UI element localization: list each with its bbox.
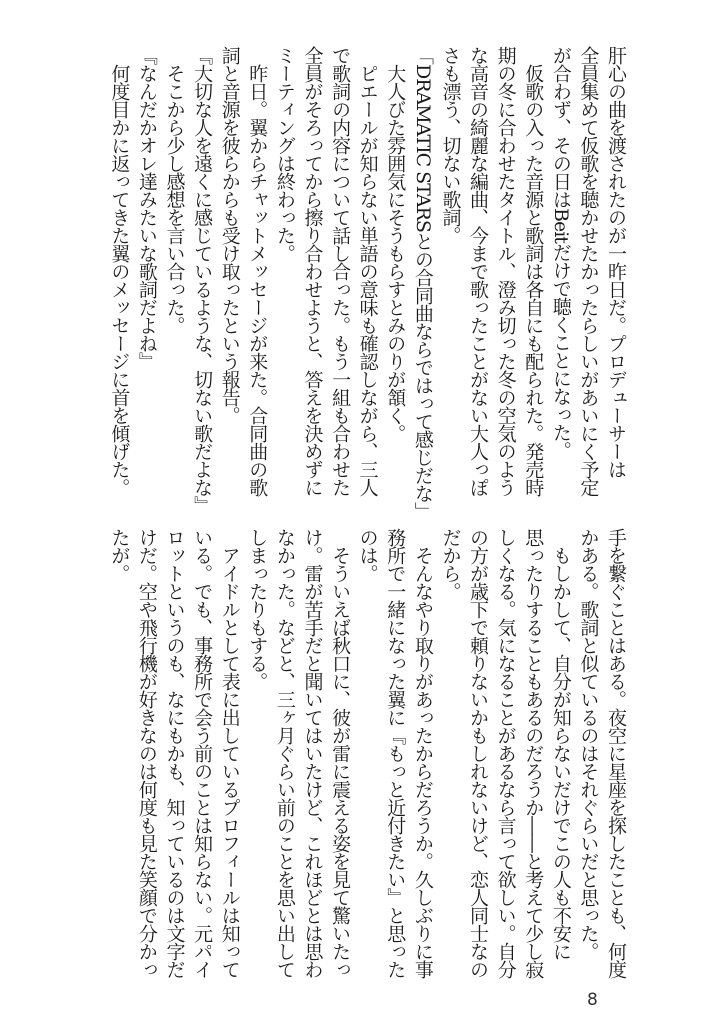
text-column: だから。 [439,528,462,600]
text-column: もしかして、自分が知らないだけでこの人も不安に [549,528,572,960]
text-column: 仮歌の入った音源と歌詞は各自にも配られた。発売時 [522,46,545,496]
text-column: けだ。空や飛行機が好きなのは何度も見た笑顔で分かっ [135,528,158,978]
text-column: 務所で一緒になった翼に『もっと近付きたい』と思った [384,528,407,978]
text-column: が合わず、その日はBeitだけで聴くことになった。 [549,46,572,459]
text-column: いる。でも、事務所で会う前のことは知らない。元パイ [191,528,214,978]
text-column: 全員集めて仮歌を聴かせたかったらしいがあいにく予定 [577,46,600,496]
text-column: 思ったりすることもあるのだろうか――と考えて少し寂 [522,528,545,978]
text-column: ピエールが知らない単語の意味も確認しながら、三人 [356,46,379,496]
text-column: しまったりもする。 [246,528,269,690]
text-column: さも漂う、切ない歌詞。 [439,46,462,244]
text-column: ロットというのも、なにもかも、知っているのは文字だ [163,528,186,978]
text-column: そこから少し感想を言い合った。 [163,46,186,334]
text-column: 詞と音源を彼らからも受け取ったという報告。 [218,46,241,424]
text-column: 『なんだかオレ達みたいな歌詞だよね』 [135,46,158,370]
top-text-block [99,46,629,520]
text-column: 何度目かに返ってきた翼のメッセージに首を傾げた。 [108,46,131,496]
text-column: 『大切な人を遠くに感じているような、切ない歌だよな』 [191,46,214,514]
bottom-text-block [99,528,629,984]
text-column: な高音の綺麗な編曲、今まで歌ったことがない大人っぽ [467,46,490,496]
text-column: なかった。などと、三ヶ月ぐらい前のことを思い出して [273,528,296,978]
text-column: 「DRAMATIC STARSとの合同曲ならではって感じだな」 [411,46,434,520]
text-column: 全員がそろってから擦り合わせようと、答えを決めずに [301,46,324,496]
text-column: 昨日。翼からチャットメッセージが来た。合同曲の歌 [246,46,269,496]
text-column: ミーティングは終わった。 [273,46,296,262]
text-column: の方が歳下で頼りないかもしれないけど、恋人同士なの [467,528,490,978]
text-column: たが。 [108,528,131,582]
text-column: で歌詞の内容について話し合った。もう一組も合わせた [329,46,352,496]
text-column: そんなやり取りがあったからだろうか。久しぶりに事 [411,528,434,978]
text-column: しくなる。気になることがあるなら言って欲しい。自分 [494,528,517,978]
text-column: 期の冬に合わせたタイトル、澄み切った冬の空気のよう [494,46,517,496]
text-column: 手を繋ぐことはある。夜空に星座を探したことも、何度 [605,528,627,978]
text-column: 大人びた雰囲気にそうもらすとみのりが頷く。 [384,46,407,442]
text-column: のは。 [356,528,379,582]
text-column: そういえば秋口に、彼が雷に震える姿を見て驚いたっ [329,528,352,978]
page-number: 8 [587,990,598,1010]
text-column: け。雷が苦手だと聞いてはいたけど、これほどとは思わ [301,528,324,978]
text-column: 肝心の曲を渡されたのが一昨日だ。プロデューサーは [605,46,627,478]
text-column: アイドルとして表に出しているプロフィールは知って [218,528,241,978]
text-column: かある。歌詞と似ているのはそれぐらいだと思った。 [577,528,600,960]
